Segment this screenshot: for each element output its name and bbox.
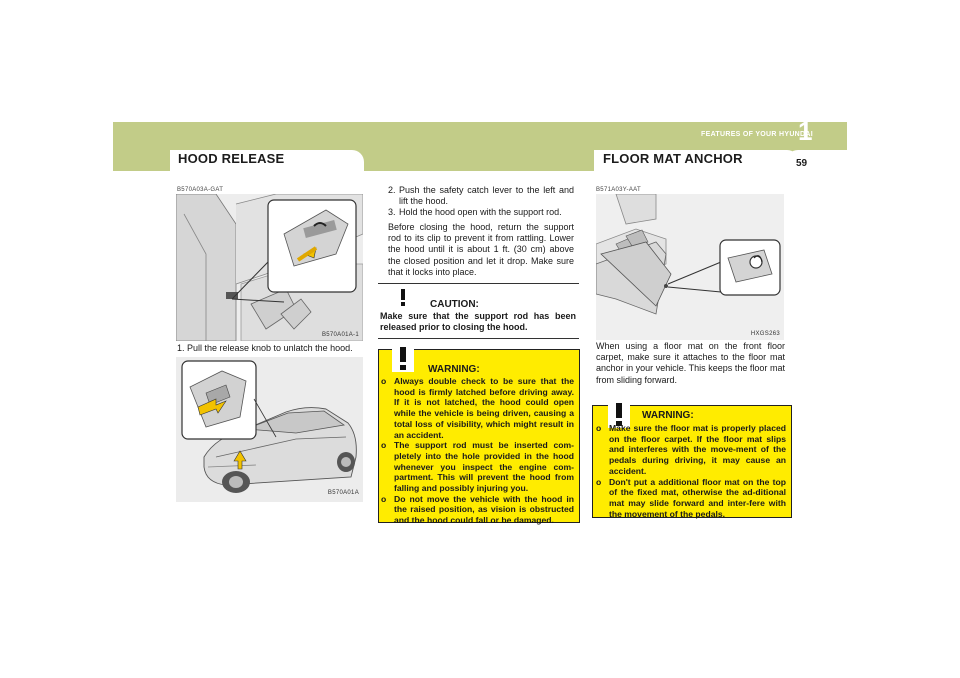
hood-steps — [388, 185, 574, 219]
car-hood-figure — [176, 357, 363, 502]
floor-mat-anchor-figure — [596, 194, 784, 340]
floor-mat-warning-title: WARNING: — [642, 410, 694, 421]
step-1-text: 1. Pull the release knob to unlatch the hood. — [177, 343, 353, 353]
floor-mat-illustration — [596, 194, 784, 340]
caution-title: CAUTION: — [430, 299, 479, 310]
dashboard-illustration — [176, 194, 363, 341]
hood-warning-item: o Do not move the vehicle with the hood in the raised position, as vision is obstructed and the hood could fall or be damaged. — [381, 493, 574, 526]
hood-warning-item: o Always double check to be sure that the hood is firmly latched before driving away. If it is not latched, the hood could open while the vehicle is being driven, causing a total loss of visibility, which might result in an accident. — [381, 376, 574, 440]
floor-mat-warning-list — [596, 423, 786, 519]
section-code-hood: B570A03A-GAT — [177, 187, 224, 193]
chapter-number: 1 — [798, 116, 813, 146]
chapter-title: FEATURES OF YOUR HYUNDAI — [701, 131, 813, 138]
page-number: 59 — [796, 158, 808, 169]
hood-warning-item: o The support rod must be inserted com-pletely into the hole provided in the hood whenever you inspect the engine com-partment. This will prevent the hood from falling and possibly injuring you. — [381, 440, 574, 494]
hood-closing-paragraph: Before closing the hood, return the support rod to its clip to prevent it from rattling. Lower the hood until it is about 1 ft. (30 cm) above the closed position and let it drop. Make sure that it locks into place. — [388, 222, 574, 277]
floor-mat-paragraph: When using a floor mat on the front floor carpet, make sure it attaches to the floor mat anchor in your vehicle. This keeps the floor mat from sliding forward. — [596, 341, 785, 385]
hood-warning-list — [381, 376, 574, 526]
section-title-hood-release: HOOD RELEASE — [178, 151, 285, 166]
section-title-floor-mat: FLOOR MAT ANCHOR — [603, 151, 743, 166]
warning-exclamation-icon — [392, 344, 414, 372]
exclamation-icon — [392, 284, 414, 308]
figure-label-car: B570A01A — [327, 490, 359, 496]
section-code-floor-mat: B571A03Y-AAT — [596, 187, 641, 193]
step-2: 2. Push the safety catch lever to the left and lift the hood. — [388, 185, 574, 207]
caution-text: Make sure that the support rod has been released prior to closing the hood. — [380, 311, 576, 332]
hood-release-knob-figure — [176, 194, 363, 341]
figure-label-floor-mat: HXGS263 — [750, 331, 780, 337]
floor-mat-warning-item: o Don't put a additional floor mat on the top of the fixed mat, otherwise the ad-ditional mat may slide forward and inter-fere with the movement of the pedals. — [596, 476, 786, 519]
car-illustration — [176, 357, 363, 502]
figure-label-knob: B570A01A-1 — [321, 332, 359, 338]
step-3: 3. Hold the hood open with the support rod. — [388, 207, 562, 218]
floor-mat-warning-item: o Make sure the floor mat is properly placed on the floor carpet. If the floor mat slips and interferes with the move-ment of the pedals during driving, it may cause an accident. — [596, 423, 786, 476]
hood-warning-title: WARNING: — [428, 364, 480, 375]
